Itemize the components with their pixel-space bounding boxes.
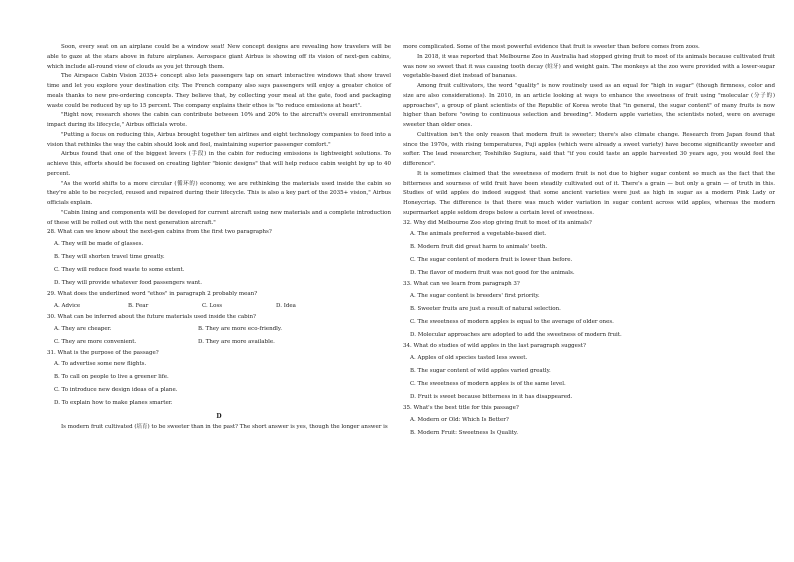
q32-option-d: D. The flavor of modern fruit was not good for the animals. (410, 270, 575, 277)
q35-option-b: B. Modern Fruit: Sweetness Is Quality. (410, 429, 519, 436)
question-28-stem: 28. What can we know about the next-gen cabins from the first two paragraphs? (47, 229, 272, 236)
right-column (403, 43, 775, 440)
q28-option-d: D. They will provide whatever food passengers want. (54, 280, 202, 286)
q34-option-d: D. Fruit is sweet because bitterness in it has disappeared. (410, 393, 573, 400)
q29-option-a: A. Advice (54, 302, 81, 309)
q29-option-b: B. Fear (128, 302, 149, 309)
q30-options-row2 (47, 336, 391, 349)
q35-option-a: A. Modern or Old: Which Is Better? (410, 416, 509, 423)
passage-paragraph: In 2018, it was reported that Melbourne Zoo in Australia had stopped giving fruit to most of its animals because cultivated fruit was now so sweet that it was causing tooth decay (蛀牙) and weight gain. The monkeys at the zoo were provided with a lower-sugar vegetable-based diet instead of bananas. (403, 53, 775, 80)
q30-option-c: C. They are more convenient. (54, 338, 137, 345)
section-heading-d: D (216, 413, 222, 421)
q31-option-a: A. To advertise some new flights. (54, 361, 147, 368)
q30-option-d: D. They are more available. (198, 338, 275, 345)
passage-paragraph: Airbus found that one of the biggest levers (手段) in the cabin for reducing emissions is lightweight solutions. To achieve this, efforts should be focused on creating lighter "bionic designs" that will help reduce cabin weight by up to 40 percent. (47, 151, 391, 177)
passage-paragraph: "Cabin lining and components will be developed for current aircraft using new materials and a complete introduction of these will be rolled out with the next generation aircraft." (47, 209, 391, 226)
passage-paragraph: "As the world shifts to a more circular (循环的) economy, we are rethinking the materials used inside the cabin so they're able to be recycled, reused and repaired during their lifecycle. This is also a key part of the 2035+ vision," Airbus officials explain. (47, 180, 391, 206)
question-31-stem: 31. What is the purpose of the passage? (47, 349, 159, 356)
question-30-stem: 30. What can be inferred about the future materials used inside the cabin? (47, 313, 256, 320)
q28-option-c: C. They will reduce food waste to some extent. (54, 267, 185, 273)
q34-option-b: B. The sugar content of wild apples varied greatly. (410, 367, 551, 374)
q32-option-a: A. The animals preferred a vegetable-based diet. (410, 231, 547, 238)
q31-option-c: C. To introduce new design ideas of a plane. (54, 387, 178, 394)
passage-d-intro: Is modern fruit cultivated (培育) to be sweeter than in the past? The short answer is yes, though the longer answer is (61, 424, 388, 431)
q33-option-d: D. Molecular approaches are adopted to add the sweetness of modern fruit. (410, 332, 622, 338)
q32-option-b: B. Modern fruit did great harm to animals' teeth. (410, 244, 548, 251)
q30-options-row1 (47, 323, 391, 336)
passage-paragraph: "Right now, research shows the cabin can contribute between 10% and 20% to the aircraft's overall environmental impact during its lifecycle," Airbus officials wrote. (47, 112, 391, 128)
q28-option-b: B. They will shorten travel time greatly. (54, 254, 165, 260)
passage-paragraph: "Putting a focus on reducing this, Airbus brought together ten airlines and eight technology companies to feed into a vision that rethinks the way the cabin should look and feel, maintaining superior passenger comfort." (47, 131, 391, 148)
q29-option-d: D. Idea (276, 302, 296, 309)
q34-option-c: C. The sweetness of modern apples is of the same level. (410, 380, 566, 387)
q31-option-d: D. To explain how to make planes smarter. (54, 400, 173, 407)
question-29-stem: 29. What does the underlined word "ethos" in paragraph 2 probably mean? (47, 291, 258, 297)
q33-option-b: B. Sweeter fruits are just a result of natural selection. (410, 306, 561, 312)
q32-option-c: C. The sugar content of modern fruit is lower than before. (410, 257, 573, 264)
q29-options (47, 300, 391, 313)
q31-option-b: B. To call on people to live a greener life. (54, 374, 169, 381)
q33-option-c: C. The sweetness of modern apples is equal to the average of older ones. (410, 319, 614, 325)
passage-paragraph: Soon, every seat on an airplane could be a window seat! New concept designs are revealing how travelers will be able to gaze at the stars above in future airplanes. Aerospace giant Airbus is showing off its vision of next-gen cabins, which include all-round view of clouds as you jet through them. (47, 44, 391, 70)
q34-option-a: A. Apples of old species tasted less sweet. (410, 354, 528, 361)
question-33-stem: 33. What can we learn from paragraph 3? (403, 281, 520, 288)
q29-option-c: C. Loss (202, 302, 223, 309)
left-column (47, 43, 391, 433)
passage-paragraph: The Airspace Cabin Vision 2035+ concept also lets passengers tap on smart interactive windows that show travel time and let you explore your destination city. The French company also says passengers will enjoy a greater choice of meals thanks to new pre-ordering concepts. They believe that, by collecting your meal at the gate, food and packaging waste could be reduced by up to 15 percent. The company explains their ethos is "to reduce emissions at heart". (47, 73, 391, 109)
q30-option-b: B. They are more eco-friendly. (198, 325, 283, 332)
question-35-stem: 35. What's the best title for this passage? (403, 404, 519, 411)
q30-option-a: A. They are cheaper. (54, 325, 112, 332)
q28-option-a: A. They will be made of glasses. (54, 241, 144, 247)
passage-paragraph: Cultivation isn't the only reason that modern fruit is sweeter; there's also climate change. Research from Japan found that since the 1970s, with rising temperatures, Fuji apples (which were already a sweet variety) have become significantly sweeter and softer. The lead researcher, Toshihiko Sugiura, said that "if you could taste an apple harvested 30 years ago, you would feel the difference". (403, 131, 775, 167)
passage-paragraph: more complicated. Some of the most powerful evidence that fruit is sweeter than before comes from zoos. (403, 44, 700, 50)
passage-paragraph: It is sometimes claimed that the sweetness of modern fruit is not due to higher sugar content so much as the fact that the bitterness and sourness of wild fruit have been steadily cultivated out of it. There's a grain — but only a grain — of truth in this. Studies of wild apples do indeed suggest that some ancient varieties were just as high in sugar as a modern Pink Lady or Honeycrisp. The difference is that there was much wider variation in sugar content across wild apples, whereas the modern supermarket apple seldom drops below a certain level of sweetness. (403, 170, 775, 216)
q33-option-a: A. The sugar content is breeders' first priority. (410, 293, 540, 299)
question-34-stem: 34. What do studies of wild apples in the last paragraph suggest? (403, 343, 586, 349)
passage-paragraph: Among fruit cultivators, the word "quality" is now routinely used as an equal for "high in sugar" (though firmness, color and size are also considerations). In 2010, in an article looking at ways to enhance the sweetness of fruit using "molecular (分子的) approaches", a group of plant scientists of the Republic of Korea wrote that "in general, the sugar content" of many fruits is now higher than before "owing to continuous selection and breeding". Modern apple varieties, the scientists noted, were on average sweeter than older ones. (403, 83, 775, 128)
question-32-stem: 32. Why did Melbourne Zoo stop giving fruit to most of its animals? (403, 219, 592, 226)
